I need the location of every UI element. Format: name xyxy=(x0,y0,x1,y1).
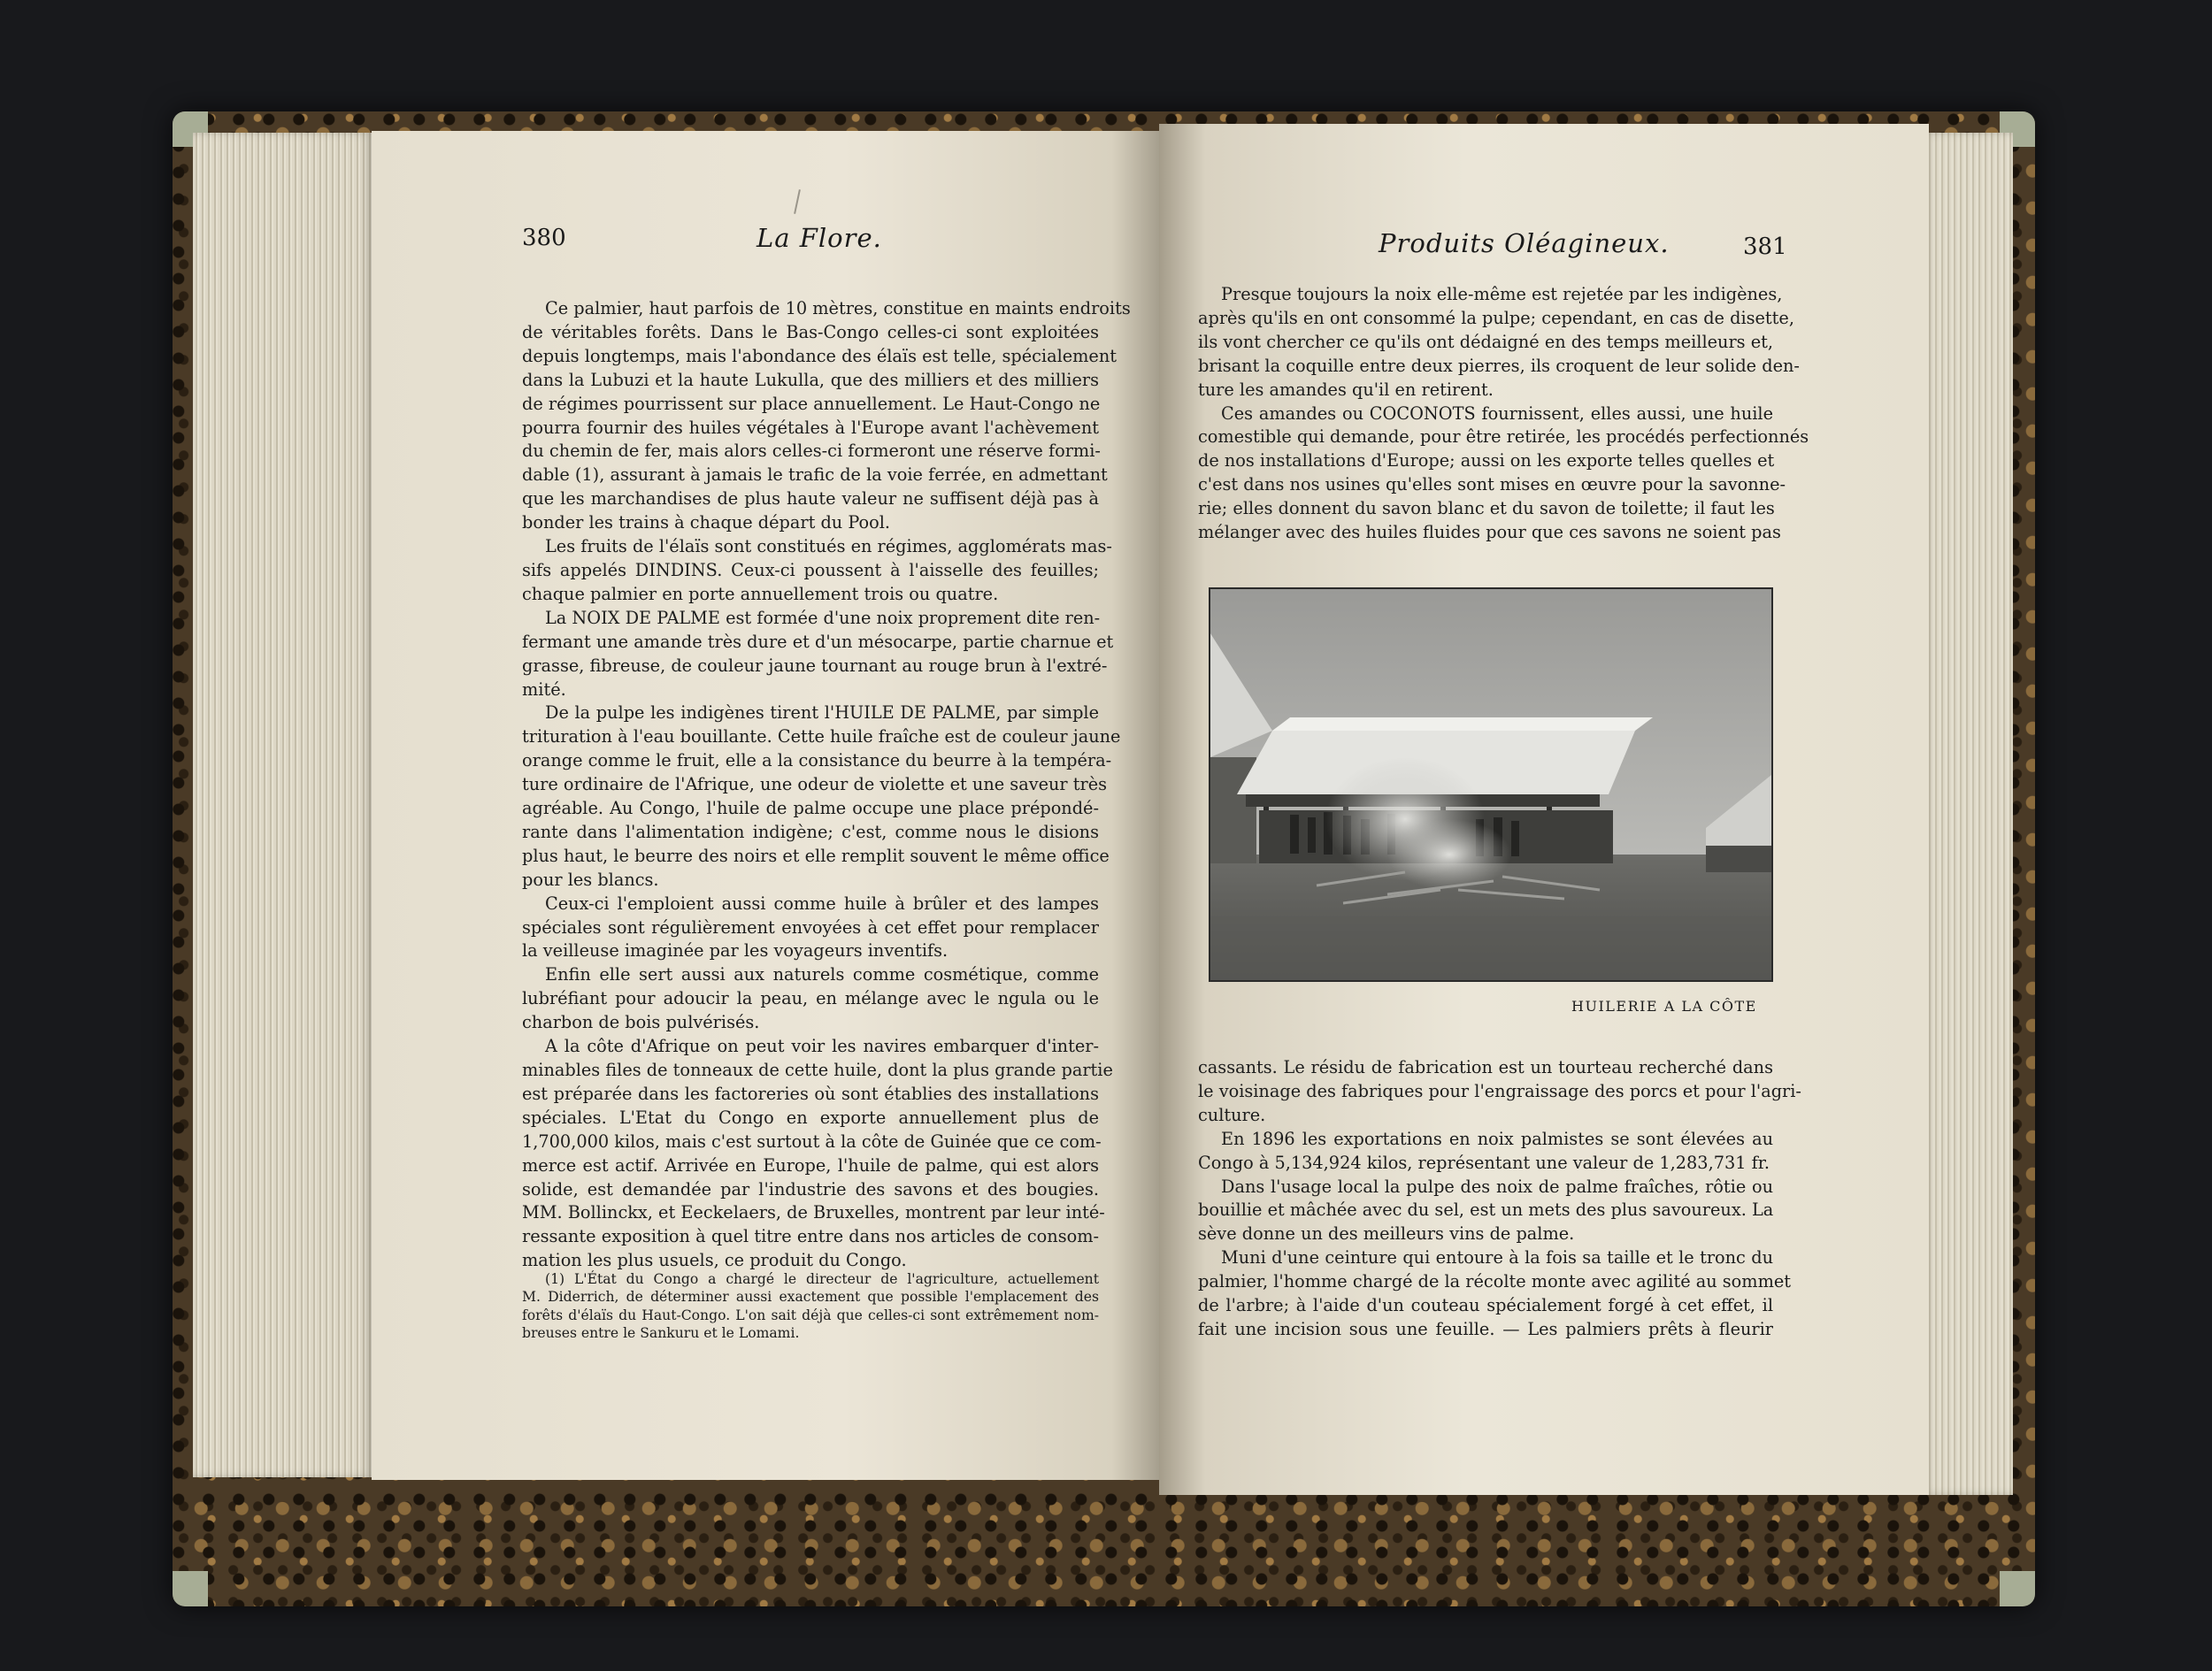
text-line: Muni d'une ceinture qui entoure à la fois sa taille et le tronc du xyxy=(1221,1247,1773,1269)
text-line: après qu'ils en ont consommé la pulpe; cependant, en cas de disette, xyxy=(1198,307,1794,328)
text-line: chaque palmier en porte annuellement trois ou quatre. xyxy=(522,583,999,604)
text-line: En 1896 les exportations en noix palmistes se sont élevées au xyxy=(1221,1128,1773,1149)
running-head-right: Produits Oléagineux. xyxy=(1379,228,1670,258)
text-line: ils vont chercher ce qu'ils ont dédaigné en des temps meilleurs et, xyxy=(1198,331,1773,352)
text-line: trituration à l'eau bouillante. Cette huile fraîche est de couleur jaune xyxy=(522,726,1121,747)
text-line: Dans l'usage local la pulpe des noix de palme fraîches, rôtie ou xyxy=(1221,1176,1773,1197)
text-line: que les marchandises de plus haute valeur ne suffisent déjà pas à xyxy=(522,488,1099,510)
oil-mill-photo xyxy=(1209,587,1773,982)
text-line: fait une incision sous une feuille. — Les palmiers prêts à fleurir xyxy=(1198,1318,1773,1339)
text-line: Enfin elle sert aussi aux naturels comme cosmétique, comme xyxy=(545,964,1099,985)
text-line: agréable. Au Congo, l'huile de palme occupe une place prépondé- xyxy=(522,798,1099,819)
text-line: c'est dans nos usines qu'elles sont mises en œuvre pour la savonne- xyxy=(1198,474,1786,495)
text-line: Les fruits de l'élaïs sont constitués en régimes, agglomérats mas- xyxy=(545,536,1112,557)
text-line: de nos installations d'Europe; aussi on les exporte telles quelles et xyxy=(1198,450,1775,471)
text-line: solide, est demandée par l'industrie des savons et des bougies. xyxy=(522,1178,1099,1200)
text-line: Congo à 5,134,924 kilos, représentant une valeur de 1,283,731 fr. xyxy=(1198,1152,1770,1173)
text-line: minables files de tonneaux de cette huile, dont la plus grande partie xyxy=(522,1060,1113,1080)
page-number-left: 380 xyxy=(522,225,566,251)
text-line: depuis longtemps, mais l'abondance des élaïs est telle, spécialement xyxy=(522,345,1118,366)
text-line: rante dans l'alimentation indigène; c'est, comme nous le disions xyxy=(522,821,1099,842)
text-line: spéciales. L'Etat du Congo en exporte annuellement plus de xyxy=(522,1107,1099,1128)
text-line: sifs appelés DINDINS. Ceux-ci poussent à l'aisselle des feuilles; xyxy=(522,559,1099,580)
text-line: du chemin de fer, mais alors celles-ci formeront une réserve formi- xyxy=(522,441,1101,462)
text-line: A la côte d'Afrique on peut voir les navires embarquer d'inter- xyxy=(545,1036,1099,1057)
text-line: mation les plus usuels, ce produit du Congo. xyxy=(522,1250,907,1271)
footnote-line: breuses entre le Sankuru et le Lomami. xyxy=(522,1325,800,1342)
footnote-line: forêts d'élaïs du Haut-Congo. L'on sait déjà que celles-ci sont extrêmement nom- xyxy=(522,1307,1099,1323)
photo-caption: HUILERIE A LA CÔTE xyxy=(1571,998,1757,1015)
text-line: pour les blancs. xyxy=(522,869,659,890)
text-line: culture. xyxy=(1198,1104,1266,1125)
text-line: bonder les trains à chaque départ du Pool. xyxy=(522,512,891,533)
text-line: Ce palmier, haut parfois de 10 mètres, constitue en maints endroits xyxy=(545,298,1131,318)
text-line: brisant la coquille entre deux pierres, ils croquent de leur solide den- xyxy=(1198,355,1800,376)
cover-corner xyxy=(173,1571,208,1606)
text-line: pourra fournir des huiles végétales à l'Europe avant l'achèvement xyxy=(522,417,1099,438)
oil-mill-illustration xyxy=(1210,589,1771,980)
text-line: rie; elles donnent du savon blanc et du savon de toilette; il faut les xyxy=(1198,498,1775,519)
footnote-line: M. Diderrich, de déterminer aussi exactement que possible l'emplacement des xyxy=(522,1289,1099,1306)
right-body-text-top xyxy=(1198,283,1809,545)
text-line: mélanger avec des huiles fluides pour que ces savons ne soient pas xyxy=(1198,522,1781,543)
page-edges-left xyxy=(193,133,374,1477)
text-line: 1,700,000 kilos, mais c'est surtout à la côte de Guinée que ce com- xyxy=(522,1131,1102,1152)
text-line: MM. Bollinckx, et Eeckelaers, de Bruxelles, montrent par leur inté- xyxy=(522,1202,1105,1223)
text-line: Ces amandes ou COCONOTS fournissent, elles aussi, une huile xyxy=(1221,402,1773,424)
text-line: spéciales sont régulièrement envoyées à cet effet pour remplacer xyxy=(522,916,1099,938)
text-line: de l'arbre; à l'aide d'un couteau spécialement forgé à cet effet, il xyxy=(1198,1295,1773,1316)
text-line: cassants. Le résidu de fabrication est un tourteau recherché dans xyxy=(1198,1057,1773,1077)
right-body-text-bottom xyxy=(1198,1056,1801,1342)
text-line: le voisinage des fabriques pour l'engraissage des porcs et pour l'agri- xyxy=(1198,1080,1801,1101)
text-line: ture ordinaire de l'Afrique, une odeur de violette et une saveur très xyxy=(522,774,1108,795)
text-line: comestible qui demande, pour être retirée, les procédés perfectionnés xyxy=(1198,426,1809,448)
running-head-left: La Flore. xyxy=(757,223,882,253)
text-line: est préparée dans les factoreries où sont établies des installations xyxy=(522,1083,1099,1104)
text-line: mité. xyxy=(522,678,566,700)
text-line: Presque toujours la noix elle-même est rejetée par les indigènes, xyxy=(1221,284,1783,304)
text-line: orange comme le fruit, elle a la consistance du beurre à la tempéra- xyxy=(522,750,1112,771)
text-line: de véritables forêts. Dans le Bas-Congo celles-ci sont exploitées xyxy=(522,321,1099,342)
left-body-text xyxy=(522,297,1131,1273)
text-line: palmier, l'homme chargé de la récolte monte avec agilité au sommet xyxy=(1198,1271,1792,1292)
text-line: La NOIX DE PALME est formée d'une noix proprement dite ren- xyxy=(545,607,1101,628)
text-line: De la pulpe les indigènes tirent l'HUILE DE PALME, par simple xyxy=(545,702,1099,724)
page-number-right: 381 xyxy=(1743,234,1787,260)
text-line: dable (1), assurant à jamais le trafic de la voie ferrée, en admettant xyxy=(522,464,1108,486)
text-line: ture les amandes qu'il en retirent. xyxy=(1198,379,1494,400)
text-line: Ceux-ci l'emploient aussi comme huile à brûler et des lampes xyxy=(545,893,1099,914)
text-line: fermant une amande très dure et d'un mésocarpe, partie charnue et xyxy=(522,631,1114,652)
text-line: lubréfiant pour adoucir la peau, en mélange avec le ngula ou le xyxy=(522,988,1099,1009)
text-line: la veilleuse imaginée par les voyageurs inventifs. xyxy=(522,940,949,962)
text-line: charbon de bois pulvérisés. xyxy=(522,1012,760,1033)
text-line: bouillie et mâchée avec du sel, est un mets des plus savoureux. La xyxy=(1198,1200,1774,1221)
text-line: sève donne un des meilleurs vins de palme. xyxy=(1198,1223,1575,1245)
page-edges-right xyxy=(1920,133,2013,1495)
text-line: ressante exposition à quel titre entre dans nos articles de consom- xyxy=(522,1226,1099,1247)
left-footnote xyxy=(522,1270,1099,1343)
text-line: de régimes pourrissent sur place annuellement. Le Haut-Congo ne xyxy=(522,393,1101,414)
footnote-line: (1) L'État du Congo a chargé le directeur de l'agriculture, actuellement xyxy=(545,1271,1099,1287)
text-line: dans la Lubuzi et la haute Lukulla, que des milliers et des milliers xyxy=(522,369,1099,390)
cover-corner xyxy=(2000,1571,2035,1606)
text-line: merce est actif. Arrivée en Europe, l'huile de palme, qui est alors xyxy=(522,1154,1099,1176)
text-line: grasse, fibreuse, de couleur jaune tournant au rouge brun à l'extré- xyxy=(522,655,1108,676)
text-line: plus haut, le beurre des noirs et elle remplit souvent le même office xyxy=(522,845,1110,866)
